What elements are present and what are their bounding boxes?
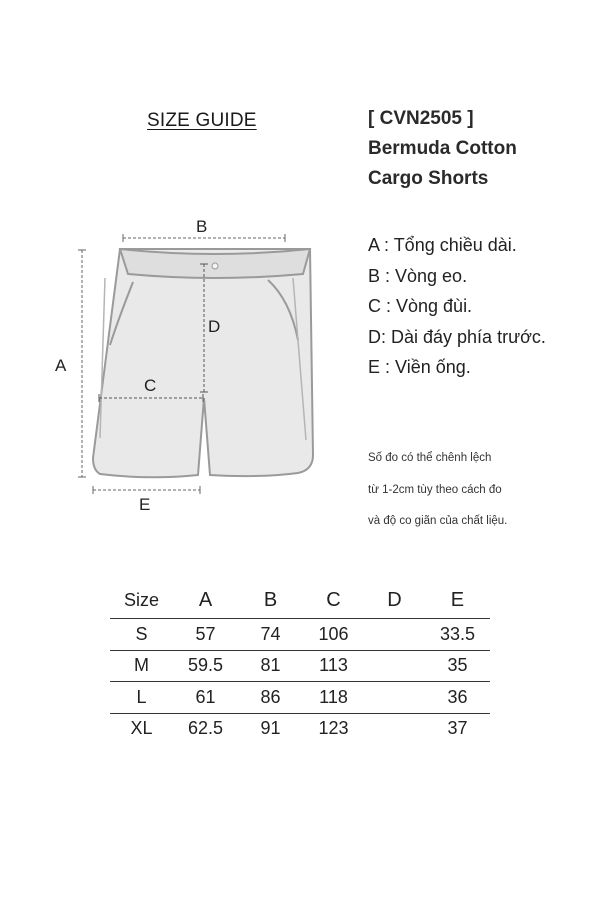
header-d: D: [364, 582, 425, 619]
header-e: E: [425, 582, 490, 619]
label-b: B: [196, 217, 208, 236]
cell-e: 36: [425, 682, 490, 714]
note-line-1: Số đo có thể chênh lệch: [368, 452, 492, 464]
label-d: D: [208, 317, 221, 336]
cell-e: 35: [425, 650, 490, 682]
cell-a: 59.5: [173, 650, 238, 682]
cell-size: S: [110, 619, 173, 651]
cell-b: 81: [238, 650, 303, 682]
table-row: [110, 713, 490, 744]
cell-b: 74: [238, 619, 303, 651]
legend-item-e: E : Viền ống.: [368, 357, 471, 377]
header-b: B: [238, 582, 303, 619]
cell-e: 33.5: [425, 619, 490, 651]
shorts-diagram: [0, 200, 350, 530]
note-line-2: từ 1-2cm tùy theo cách đo: [368, 483, 502, 496]
legend-item-d: D: Dài đáy phía trước.: [368, 326, 546, 347]
measurement-note: [368, 443, 507, 538]
product-info: [368, 104, 517, 194]
cell-d: [364, 650, 425, 682]
cell-a: 62.5: [187, 718, 224, 739]
table-row: [110, 682, 490, 714]
cell-c: 118: [303, 682, 364, 714]
measurement-legend: [368, 230, 546, 383]
header-c: C: [303, 582, 364, 619]
label-e: E: [139, 495, 151, 514]
size-guide-heading: SIZE GUIDE: [147, 110, 257, 131]
shorts-button: [212, 263, 218, 269]
shorts-outline: [93, 249, 313, 477]
label-c: C: [144, 376, 157, 395]
legend-item-a: A : Tổng chiều dài.: [368, 235, 517, 255]
cell-d: [364, 713, 425, 744]
table-row: [110, 650, 490, 682]
product-name-line1: Bermuda Cotton: [368, 138, 517, 159]
cell-e: 37: [447, 718, 468, 739]
note-line-3: và độ co giãn của chất liệu.: [368, 515, 508, 527]
cell-size: M: [110, 650, 173, 682]
cell-a: 57: [173, 619, 238, 651]
cell-c: 106: [303, 619, 364, 651]
cell-d: [364, 682, 425, 714]
cell-c: 113: [303, 650, 364, 682]
legend-item-b: B : Vòng eo.: [368, 265, 468, 286]
size-table-header: [110, 582, 490, 619]
product-name-line2: Cargo Shorts: [368, 168, 489, 189]
label-a: A: [55, 356, 67, 375]
header-size: Size: [110, 582, 173, 619]
legend-item-c: C : Vòng đùi.: [368, 296, 473, 316]
cell-a: 61: [173, 682, 238, 714]
cell-size: XL: [130, 718, 153, 739]
cell-b: 86: [238, 682, 303, 714]
product-code: [ CVN2505 ]: [368, 108, 474, 129]
size-table: [110, 582, 490, 744]
cell-size: L: [110, 682, 173, 714]
table-row: [110, 619, 490, 651]
header-a: A: [173, 582, 238, 619]
cell-b: 91: [260, 718, 281, 739]
cell-c: 123: [318, 718, 349, 739]
cell-d: [364, 619, 425, 651]
